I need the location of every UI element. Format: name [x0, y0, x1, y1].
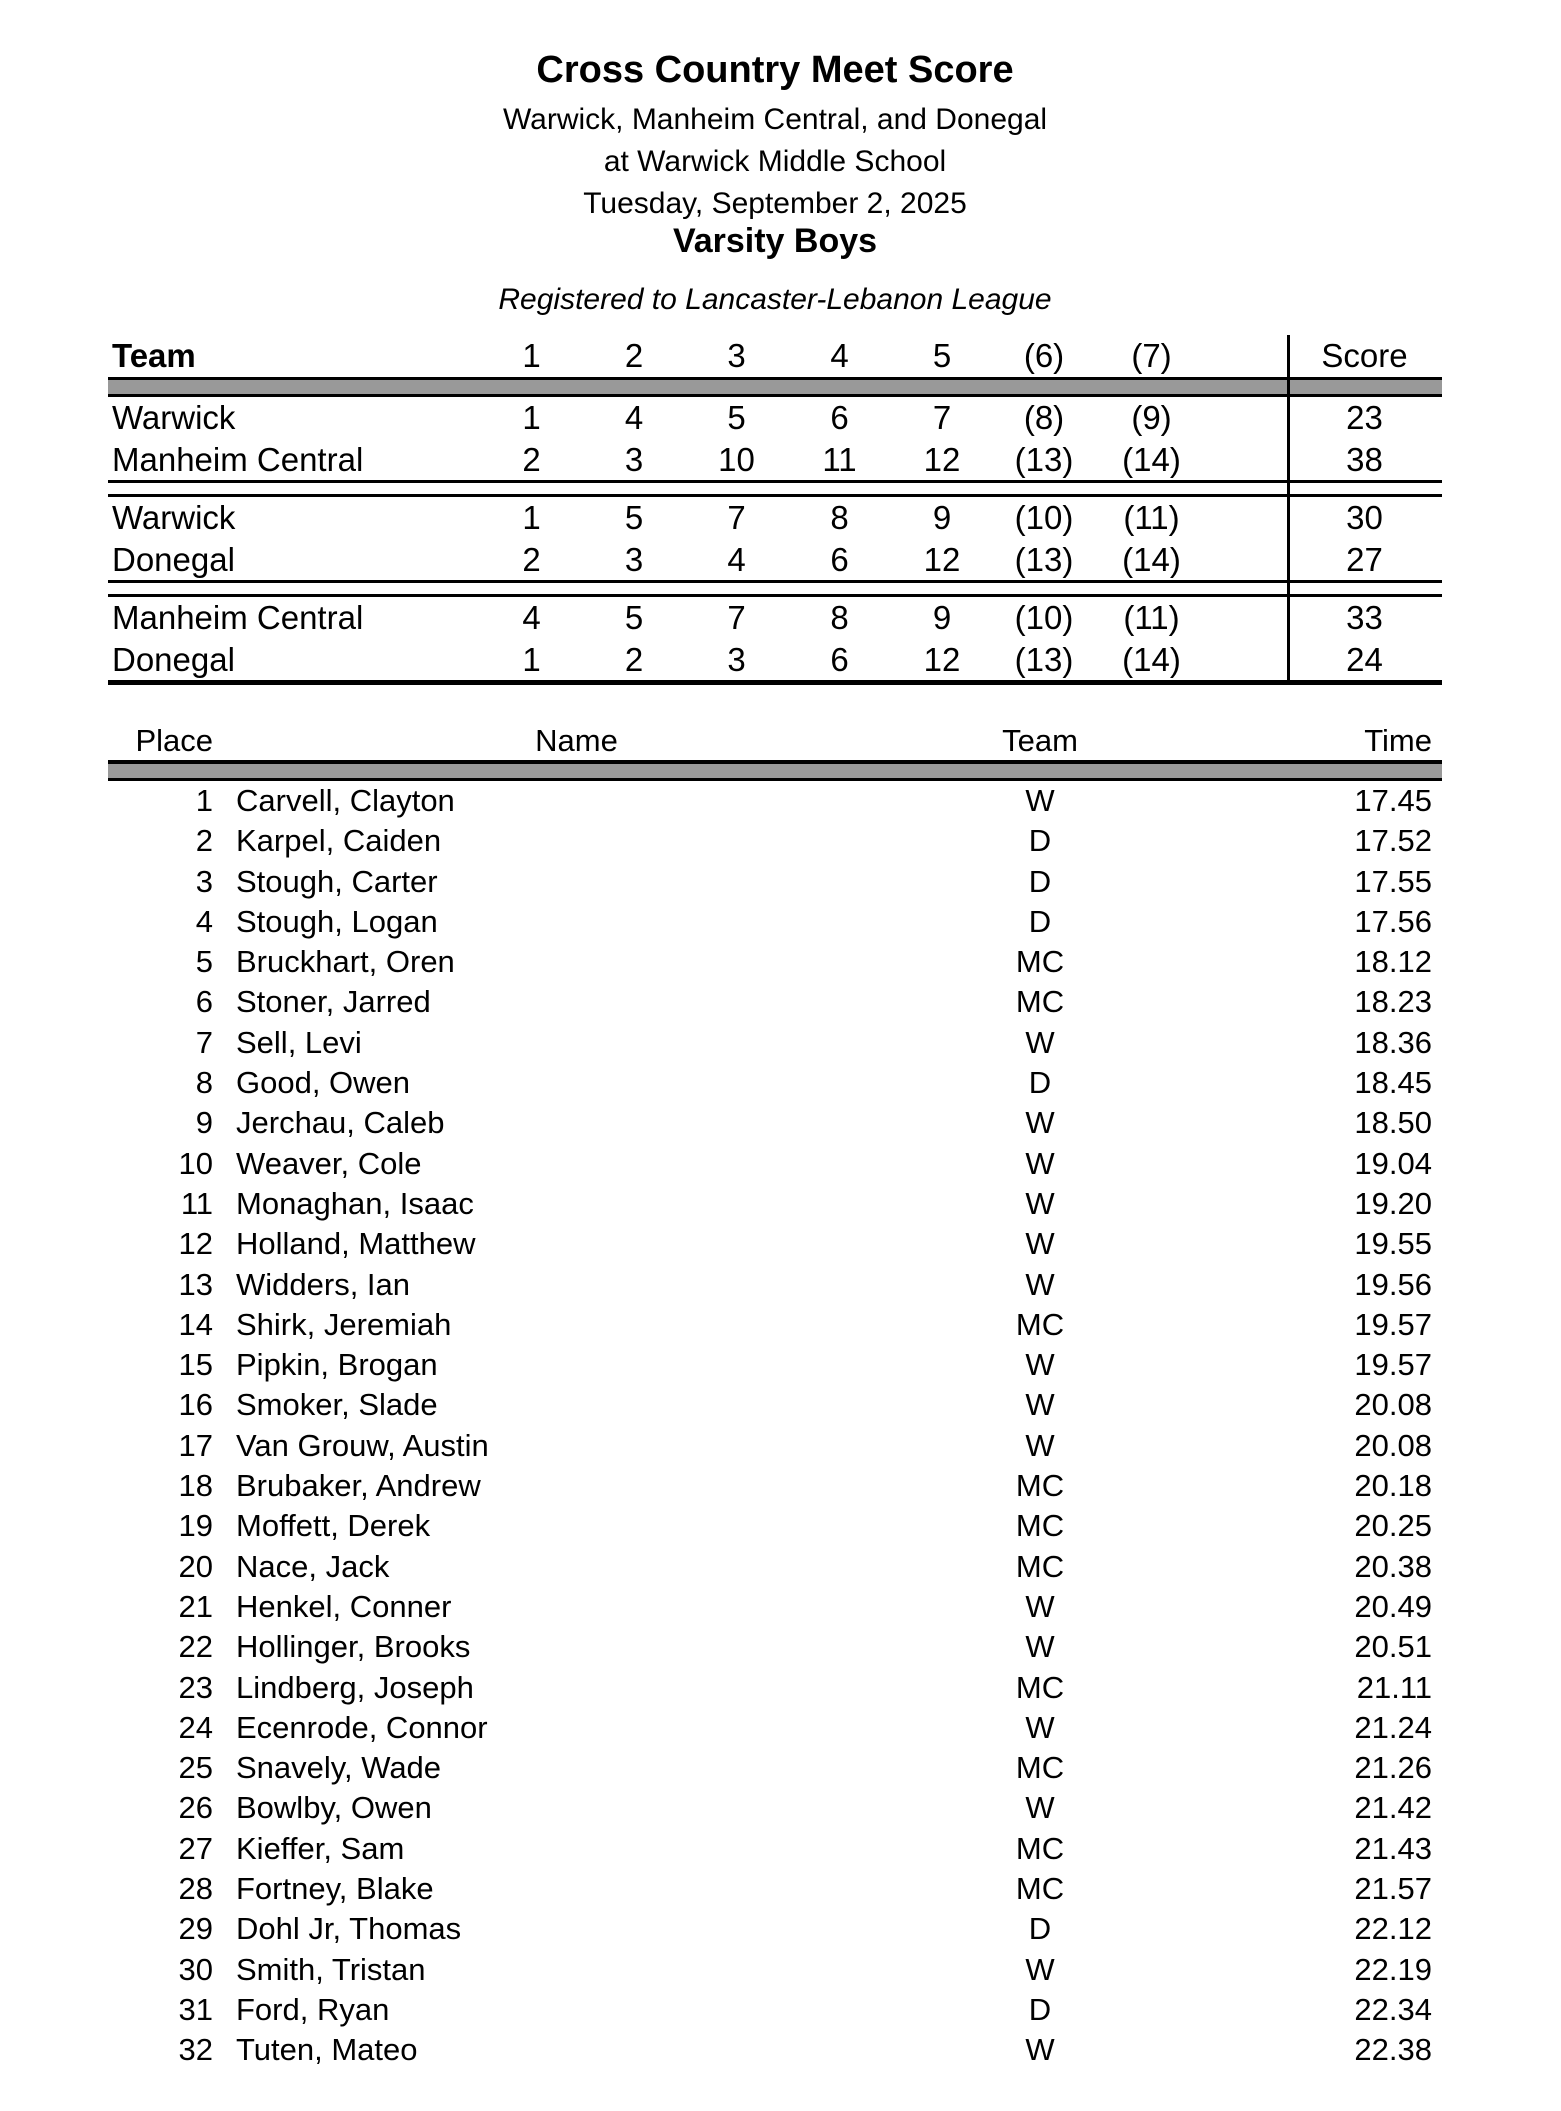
runner-name: Stough, Logan: [236, 903, 438, 939]
result-row: [108, 1265, 1442, 1305]
team-score-table: [108, 335, 1442, 685]
runner-time: 21.42: [1354, 1790, 1432, 1826]
runner-team: W: [1025, 1709, 1055, 1745]
team-col-header: Team: [1002, 723, 1078, 758]
result-row: [108, 1345, 1442, 1385]
runner-place: 6: [195, 984, 213, 1020]
runner-time: 20.25: [1354, 1508, 1432, 1544]
runner-time: 18.50: [1354, 1105, 1432, 1141]
team-score-row: Manheim Central 2 3 10 11 12 (13) (14) 38: [108, 439, 1442, 481]
result-row: [108, 1668, 1442, 1708]
result-row: [108, 1829, 1442, 1869]
runner-time: 18.23: [1354, 984, 1432, 1020]
team-table-bottom-rule: [108, 680, 1442, 685]
runner-place: 18: [178, 1468, 213, 1504]
runner-name: Widders, Ian: [236, 1266, 411, 1302]
runner-name: Brubaker, Andrew: [236, 1468, 481, 1504]
runner-name: Ford, Ryan: [236, 1991, 390, 2027]
runner-team: W: [1025, 1629, 1055, 1665]
runner-place: 5: [195, 944, 213, 980]
runner-name: Smoker, Slade: [236, 1387, 438, 1423]
runner-team: D: [1028, 903, 1052, 939]
meet-location-line: at Warwick Middle School: [603, 145, 947, 178]
result-row: [108, 1909, 1442, 1949]
runner-time: 22.19: [1354, 1951, 1432, 1987]
result-row: [108, 1506, 1442, 1546]
runner-place: 32: [178, 2032, 213, 2068]
runner-name: Ecenrode, Connor: [236, 1709, 488, 1745]
result-row: [108, 1748, 1442, 1788]
score-col-header: Score: [1321, 337, 1408, 374]
runner-time: 19.57: [1354, 1306, 1432, 1342]
runner-team: MC: [1015, 1750, 1065, 1786]
runner-team: W: [1025, 1790, 1055, 1826]
runner-name: Kieffer, Sam: [236, 1830, 405, 1866]
runner-time: 20.08: [1354, 1427, 1432, 1463]
runner-place: 28: [178, 1871, 213, 1907]
result-row: [108, 942, 1442, 982]
name-col-header: Name: [535, 723, 618, 758]
runner-place: 13: [178, 1266, 213, 1302]
runner-place: 9: [195, 1105, 213, 1141]
runner-name: Fortney, Blake: [236, 1871, 434, 1907]
scorer-2-header: 2: [624, 337, 644, 374]
result-row: [108, 1990, 1442, 2030]
runner-name: Smith, Tristan: [236, 1951, 426, 1987]
team-score-row: Donegal 1 2 3 6 12 (13) (14) 24: [108, 639, 1442, 681]
runner-place: 24: [178, 1709, 213, 1745]
runner-name: Sell, Levi: [236, 1024, 362, 1060]
runner-team: MC: [1015, 944, 1065, 980]
runner-team: W: [1025, 783, 1055, 818]
runner-time: 21.26: [1354, 1750, 1432, 1786]
result-row: [108, 1103, 1442, 1143]
runner-time: 21.43: [1354, 1830, 1432, 1866]
matchup-divider: [108, 480, 1442, 497]
runner-time: 21.24: [1354, 1709, 1432, 1745]
runner-name: Lindberg, Joseph: [236, 1669, 474, 1705]
runner-place: 15: [178, 1347, 213, 1383]
runner-name: Bowlby, Owen: [236, 1790, 432, 1826]
runner-place: 14: [178, 1306, 213, 1342]
team-name: Manheim Central: [112, 599, 364, 636]
runner-team: W: [1025, 1145, 1055, 1181]
runner-team: D: [1028, 863, 1052, 899]
runner-place: 16: [178, 1387, 213, 1423]
runner-time: 17.52: [1354, 823, 1432, 859]
team-name: Warwick: [112, 399, 236, 436]
runner-team: W: [1025, 2032, 1055, 2068]
result-row: [108, 1305, 1442, 1345]
runner-time: 19.57: [1354, 1347, 1432, 1383]
scorer-6-header: (6): [1023, 337, 1065, 374]
team-name: Donegal: [112, 640, 235, 678]
spacer: [1208, 439, 1287, 481]
meet-date-line: Tuesday, September 2, 2025: [583, 187, 967, 220]
runner-time: 22.38: [1354, 2032, 1432, 2068]
result-row: [108, 1587, 1442, 1627]
team-score: 33: [1346, 599, 1383, 636]
runner-time: 17.45: [1354, 783, 1432, 818]
team-score-row: Donegal 2 3 4 6 12 (13) (14) 27: [108, 539, 1442, 581]
runner-place: 27: [178, 1830, 213, 1866]
runner-time: 19.04: [1354, 1145, 1432, 1181]
runner-name: Dohl Jr, Thomas: [236, 1911, 462, 1947]
runner-name: Henkel, Conner: [236, 1588, 452, 1624]
runner-team: MC: [1015, 1830, 1065, 1866]
runner-team: MC: [1015, 1548, 1065, 1584]
result-row: [108, 1869, 1442, 1909]
result-row: [108, 862, 1442, 902]
runner-name: Shirk, Jeremiah: [236, 1306, 452, 1342]
individual-results-table: [108, 722, 1442, 2071]
spacer: [1208, 397, 1287, 439]
runner-place: 26: [178, 1790, 213, 1826]
team-score: 24: [1346, 640, 1383, 678]
scorer-3-header: 3: [727, 337, 746, 374]
runner-team: D: [1028, 823, 1052, 859]
runner-team: MC: [1015, 1306, 1065, 1342]
runner-place: 3: [195, 863, 213, 899]
runner-team: W: [1025, 1266, 1055, 1302]
runner-team: W: [1025, 1427, 1055, 1463]
spacer: [1208, 497, 1287, 539]
team-name: Donegal: [112, 540, 235, 578]
runner-place: 20: [178, 1548, 213, 1584]
result-row: [108, 982, 1442, 1022]
runner-time: 18.36: [1354, 1024, 1432, 1060]
runner-time: 20.49: [1354, 1588, 1432, 1624]
runner-team: W: [1025, 1105, 1055, 1141]
runner-place: 11: [180, 1185, 213, 1221]
runner-time: 19.20: [1354, 1185, 1432, 1221]
runner-time: 21.57: [1354, 1871, 1432, 1907]
runner-place: 2: [195, 823, 213, 859]
runner-team: MC: [1015, 1508, 1065, 1544]
runner-name: Karpel, Caiden: [236, 823, 442, 859]
scorer-4-header: 4: [830, 337, 849, 374]
runner-time: 21.11: [1356, 1669, 1432, 1705]
team-score: 38: [1346, 440, 1383, 478]
runner-name: Stough, Carter: [236, 863, 438, 899]
result-row: [108, 1547, 1442, 1587]
place-col-header: Place: [135, 723, 213, 758]
runner-name: Monaghan, Isaac: [236, 1185, 474, 1221]
result-row: [108, 1385, 1442, 1425]
runner-name: Moffett, Derek: [236, 1508, 431, 1544]
team-col-header: Team: [112, 337, 196, 374]
runner-place: 4: [195, 903, 213, 939]
runner-place: 31: [178, 1991, 213, 2027]
runner-place: 30: [178, 1951, 213, 1987]
meet-subtitle-block: [108, 99, 1442, 225]
runner-name: Holland, Matthew: [236, 1226, 476, 1262]
runner-name: Weaver, Cole: [236, 1145, 422, 1181]
runner-place: 1: [195, 783, 213, 818]
result-row: [108, 1466, 1442, 1506]
runner-team: D: [1028, 1911, 1052, 1947]
runner-place: 19: [178, 1508, 213, 1544]
division-title: Varsity Boys: [672, 222, 878, 260]
runner-time: 17.56: [1354, 903, 1432, 939]
runner-team: W: [1025, 1951, 1055, 1987]
team-score-row: Manheim Central 4 5 7 8 9 (10) (11) 33: [108, 597, 1442, 639]
result-row: [108, 1627, 1442, 1667]
result-row: [108, 821, 1442, 861]
team-score: 30: [1346, 499, 1383, 536]
runner-place: 29: [178, 1911, 213, 1947]
runner-team: MC: [1015, 1669, 1065, 1705]
results-table-header: [108, 722, 1442, 760]
result-row: [108, 1426, 1442, 1466]
result-row: [108, 1023, 1442, 1063]
runner-team: W: [1025, 1226, 1055, 1262]
results-rows: [108, 781, 1442, 2071]
results-header-separator-bar: [108, 760, 1442, 781]
team-name: Manheim Central: [112, 440, 364, 478]
runner-place: 23: [178, 1669, 213, 1705]
runner-time: 20.51: [1354, 1629, 1432, 1665]
runner-time: 18.12: [1354, 944, 1432, 980]
runner-name: Bruckhart, Oren: [236, 944, 455, 980]
spacer: [1208, 335, 1287, 377]
runner-team: W: [1025, 1024, 1055, 1060]
runner-name: Jerchau, Caleb: [236, 1105, 445, 1141]
matchup-group-2: [108, 497, 1442, 580]
result-row: [108, 1224, 1442, 1264]
runner-time: 22.12: [1354, 1911, 1432, 1947]
runner-name: Pipkin, Brogan: [236, 1347, 438, 1383]
runner-team: D: [1028, 1065, 1052, 1101]
runner-name: Carvell, Clayton: [236, 783, 455, 818]
runner-place: 7: [195, 1024, 213, 1060]
runner-time: 20.38: [1354, 1548, 1432, 1584]
spacer: [1208, 539, 1287, 581]
meet-teams-line: Warwick, Manheim Central, and Donegal: [502, 103, 1048, 136]
runner-name: Good, Owen: [236, 1065, 411, 1101]
team-table-header: [108, 335, 1442, 377]
matchup-divider: [108, 580, 1442, 597]
runner-time: 22.34: [1354, 1991, 1432, 2027]
result-row: [108, 2030, 1442, 2070]
runner-place: 22: [178, 1629, 213, 1665]
result-row: [108, 902, 1442, 942]
result-row: [108, 1063, 1442, 1103]
runner-name: Hollinger, Brooks: [236, 1629, 471, 1665]
score-column-divider: [1287, 335, 1290, 685]
runner-team: W: [1025, 1588, 1055, 1624]
result-row: [108, 1788, 1442, 1828]
runner-team: MC: [1015, 1468, 1065, 1504]
header-separator-bar: [108, 377, 1442, 397]
runner-place: 8: [195, 1065, 213, 1101]
matchup-group-3: [108, 597, 1442, 680]
team-score: 27: [1346, 540, 1383, 578]
runner-team: D: [1028, 1991, 1052, 2027]
runner-time: 17.55: [1354, 863, 1432, 899]
runner-name: Van Grouw, Austin: [236, 1427, 489, 1463]
runner-place: 12: [178, 1226, 213, 1262]
spacer: [1208, 597, 1287, 639]
runner-team: W: [1025, 1387, 1055, 1423]
result-row: [108, 1184, 1442, 1224]
result-row: [108, 1708, 1442, 1748]
result-row: [108, 1950, 1442, 1990]
registration-note: Registered to Lancaster-Lebanon League: [498, 283, 1052, 316]
team-score-row: Warwick 1 4 5 6 7 (8) (9) 23: [108, 397, 1442, 439]
runner-time: 20.18: [1354, 1468, 1432, 1504]
runner-time: 20.08: [1354, 1387, 1432, 1423]
page-title: Cross Country Meet Score: [536, 49, 1014, 91]
runner-team: W: [1025, 1185, 1055, 1221]
runner-name: Stoner, Jarred: [236, 984, 431, 1020]
team-name: Warwick: [112, 499, 236, 536]
runner-place: 25: [178, 1750, 213, 1786]
runner-team: MC: [1015, 1871, 1065, 1907]
runner-time: 18.45: [1354, 1065, 1432, 1101]
result-row: [108, 781, 1442, 821]
runner-name: Nace, Jack: [236, 1548, 390, 1584]
runner-time: 19.56: [1354, 1266, 1432, 1302]
matchup-group-1: [108, 397, 1442, 480]
runner-time: 19.55: [1354, 1226, 1432, 1262]
time-col-header: Time: [1364, 723, 1432, 758]
runner-place: 21: [178, 1588, 213, 1624]
runner-place: 10: [178, 1145, 213, 1181]
runner-name: Snavely, Wade: [236, 1750, 442, 1786]
runner-place: 17: [178, 1427, 213, 1463]
runner-team: W: [1025, 1347, 1055, 1383]
runner-team: MC: [1015, 984, 1065, 1020]
scorer-5-header: 5: [932, 337, 952, 374]
team-score-row: Warwick 1 5 7 8 9 (10) (11) 30: [108, 497, 1442, 539]
runner-name: Tuten, Mateo: [236, 2032, 418, 2068]
team-score: 23: [1346, 399, 1383, 436]
result-row: [108, 1144, 1442, 1184]
spacer: [1208, 639, 1287, 681]
scorer-1-header: 1: [522, 337, 541, 374]
scorer-7-header: (7): [1131, 337, 1172, 374]
